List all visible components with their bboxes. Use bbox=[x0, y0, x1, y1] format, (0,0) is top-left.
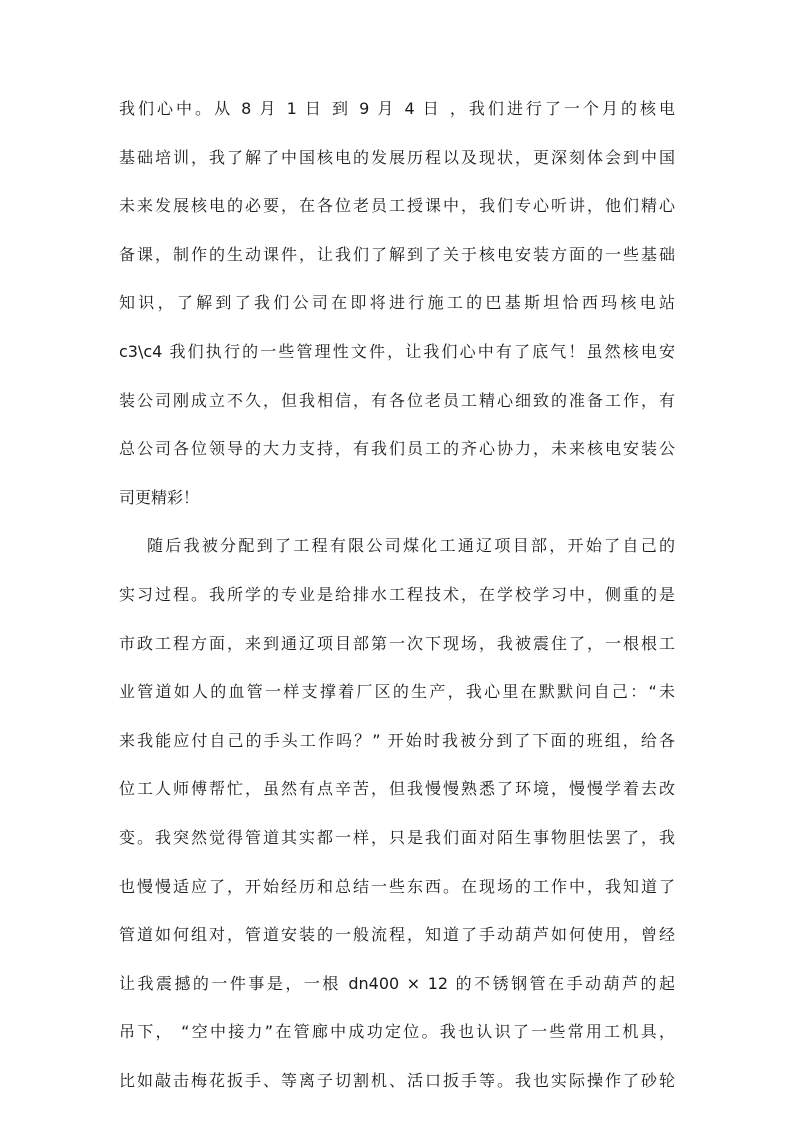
text-line: 让我震撼的一件事是，一根 dn400 × 12 的不锈钢管在手动葫芦的起 bbox=[119, 974, 675, 993]
text-line: 知识，了解到了我们公司在即将进行施工的巴基斯坦恰西玛核电站 bbox=[119, 294, 675, 313]
text-line: 我们心中。从 8 月 1 日 到 9 月 4 日 ，我们进行了一个月的核电 bbox=[119, 100, 675, 118]
paragraph-2 bbox=[119, 537, 675, 1090]
text-line: c3\c4 我们执行的一些管理性文件，让我们心中有了底气！虽然核电安 bbox=[119, 342, 675, 361]
text-line: 备课，制作的生动课件，让我们了解到了关于核电安装方面的一些基础 bbox=[119, 245, 675, 264]
text-line: 位工人师傅帮忙，虽然有点辛苦，但我慢慢熟悉了环境，慢慢学着去改 bbox=[119, 780, 675, 799]
text-line: 未来发展核电的必要，在各位老员工授课中，我们专心听讲，他们精心 bbox=[119, 197, 675, 216]
text-line: 司更精彩！ bbox=[119, 488, 200, 507]
text-line: 来我能应付自己的手头工作吗？” 开始时我被分到了下面的班组，给各 bbox=[119, 731, 675, 750]
text-line: 装公司刚成立不久，但我相信，有各位老员工精心细致的准备工作，有 bbox=[119, 391, 675, 410]
text-line: 总公司各位领导的大力支持，有我们员工的齐心协力，未来核电安装公 bbox=[119, 440, 675, 459]
text-line: 市政工程方面，来到通辽项目部第一次下现场，我被震住了，一根根工 bbox=[119, 634, 675, 653]
text-line: 实习过程。我所学的专业是给排水工程技术，在学校学习中，侧重的是 bbox=[119, 585, 675, 604]
text-line: 随后我被分配到了工程有限公司煤化工通辽项目部，开始了自己的 bbox=[147, 537, 675, 556]
paragraph-1 bbox=[119, 100, 675, 507]
document-body bbox=[119, 100, 675, 1120]
text-line: 变。我突然觉得管道其实都一样，只是我们面对陌生事物胆怯罢了，我 bbox=[119, 828, 675, 847]
text-line: 吊下， “空中接力”在管廊中成功定位。我也认识了一些常用工机具， bbox=[119, 1023, 675, 1042]
text-line: 管道如何组对，管道安装的一般流程，知道了手动葫芦如何使用，曾经 bbox=[119, 926, 675, 945]
text-line: 基础培训，我了解了中国核电的发展历程以及现状，更深刻体会到中国 bbox=[119, 148, 675, 167]
text-line: 比如敲击梅花扳手、等离子切割机、活口扳手等。我也实际操作了砂轮 bbox=[119, 1071, 675, 1090]
text-line: 也慢慢适应了，开始经历和总结一些东西。在现场的工作中，我知道了 bbox=[119, 877, 675, 896]
text-line: 业管道如人的血管一样支撑着厂区的生产，我心里在默默问自己：“未 bbox=[119, 683, 675, 702]
